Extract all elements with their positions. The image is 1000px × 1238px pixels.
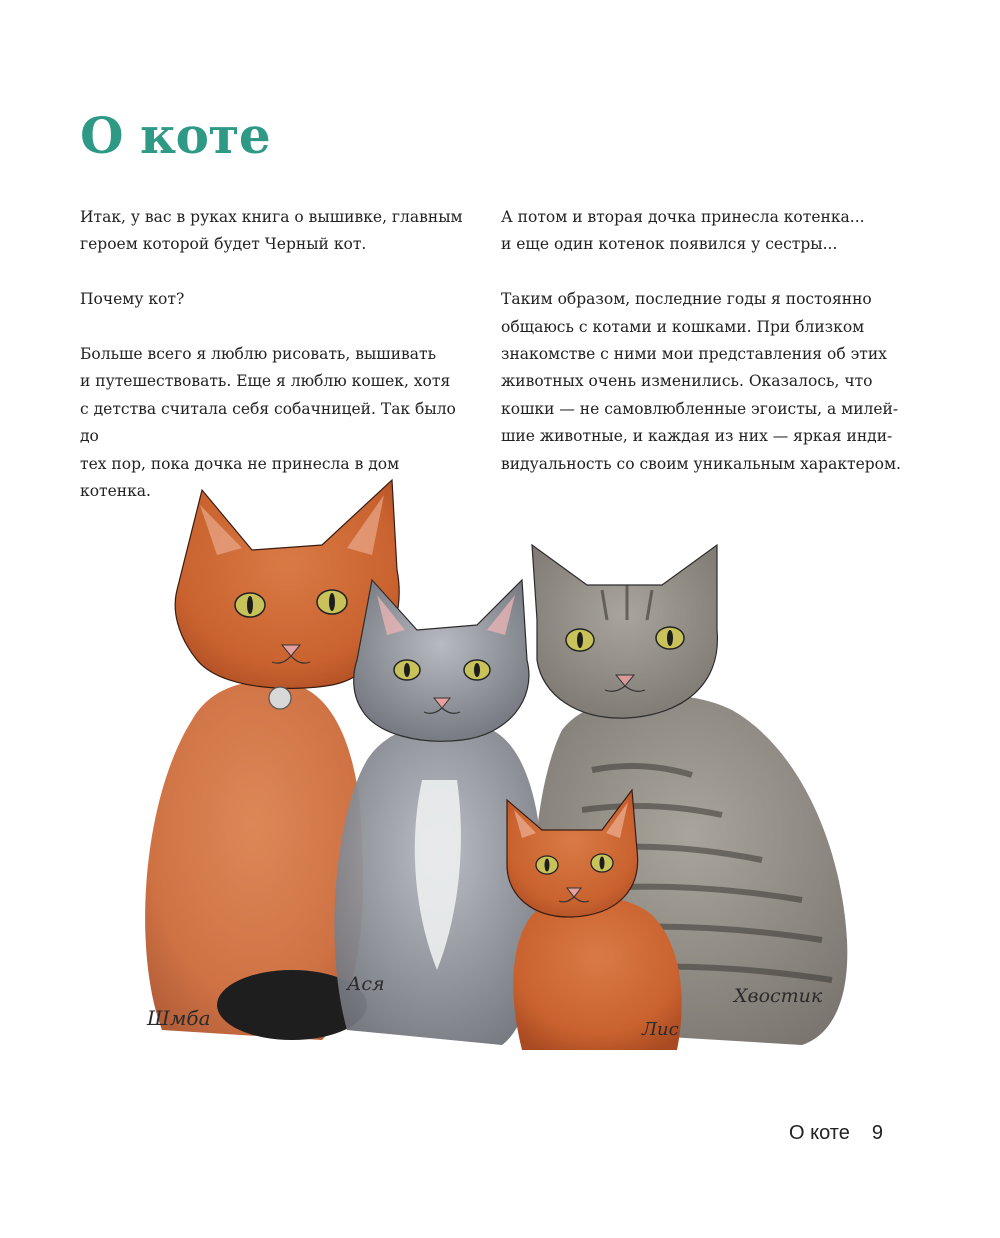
page-number: 9 [871,1122,883,1144]
page-title: О коте [80,106,271,165]
right-text-column [501,204,901,505]
signature-shimba: Шмба [147,1006,211,1030]
paragraph-question: Почему кот? [80,290,185,309]
signature-khvostik: Хвостик [734,985,823,1007]
signature-lis: Лис [642,1019,679,1040]
paragraph-kittens: А потом и вторая дочка принесла котенка... и еще один котенок появился у сестры... [501,208,865,254]
paragraph-intro: Итак, у вас в руках книга о вышивке, главным героем которой будет Черный кот. [80,208,463,254]
footer-section-title: О коте [789,1122,850,1144]
paragraph-hobbies: Больше всего я люблю рисовать, вышивать и путешествовать. Еще я люблю кошек, хотя с детства считала себя собачницей. Так было до тех пор, пока дочка не принесла в дом котенка. [80,345,456,501]
cats-illustration [122,470,882,1070]
signature-asya: Ася [347,973,385,995]
page-footer [789,1122,883,1145]
paragraph-conclusion: Таким образом, последние годы я постоянно общаюсь с котами и кошками. При близком знакомстве с ними мои представления об этих животных очень изменились. Оказалось, что кошки — не самовлюбленные эгоисты, а милей- шие животные, и каждая из них — яркая инди- видуальность со своим уникальным характером. [501,290,901,473]
